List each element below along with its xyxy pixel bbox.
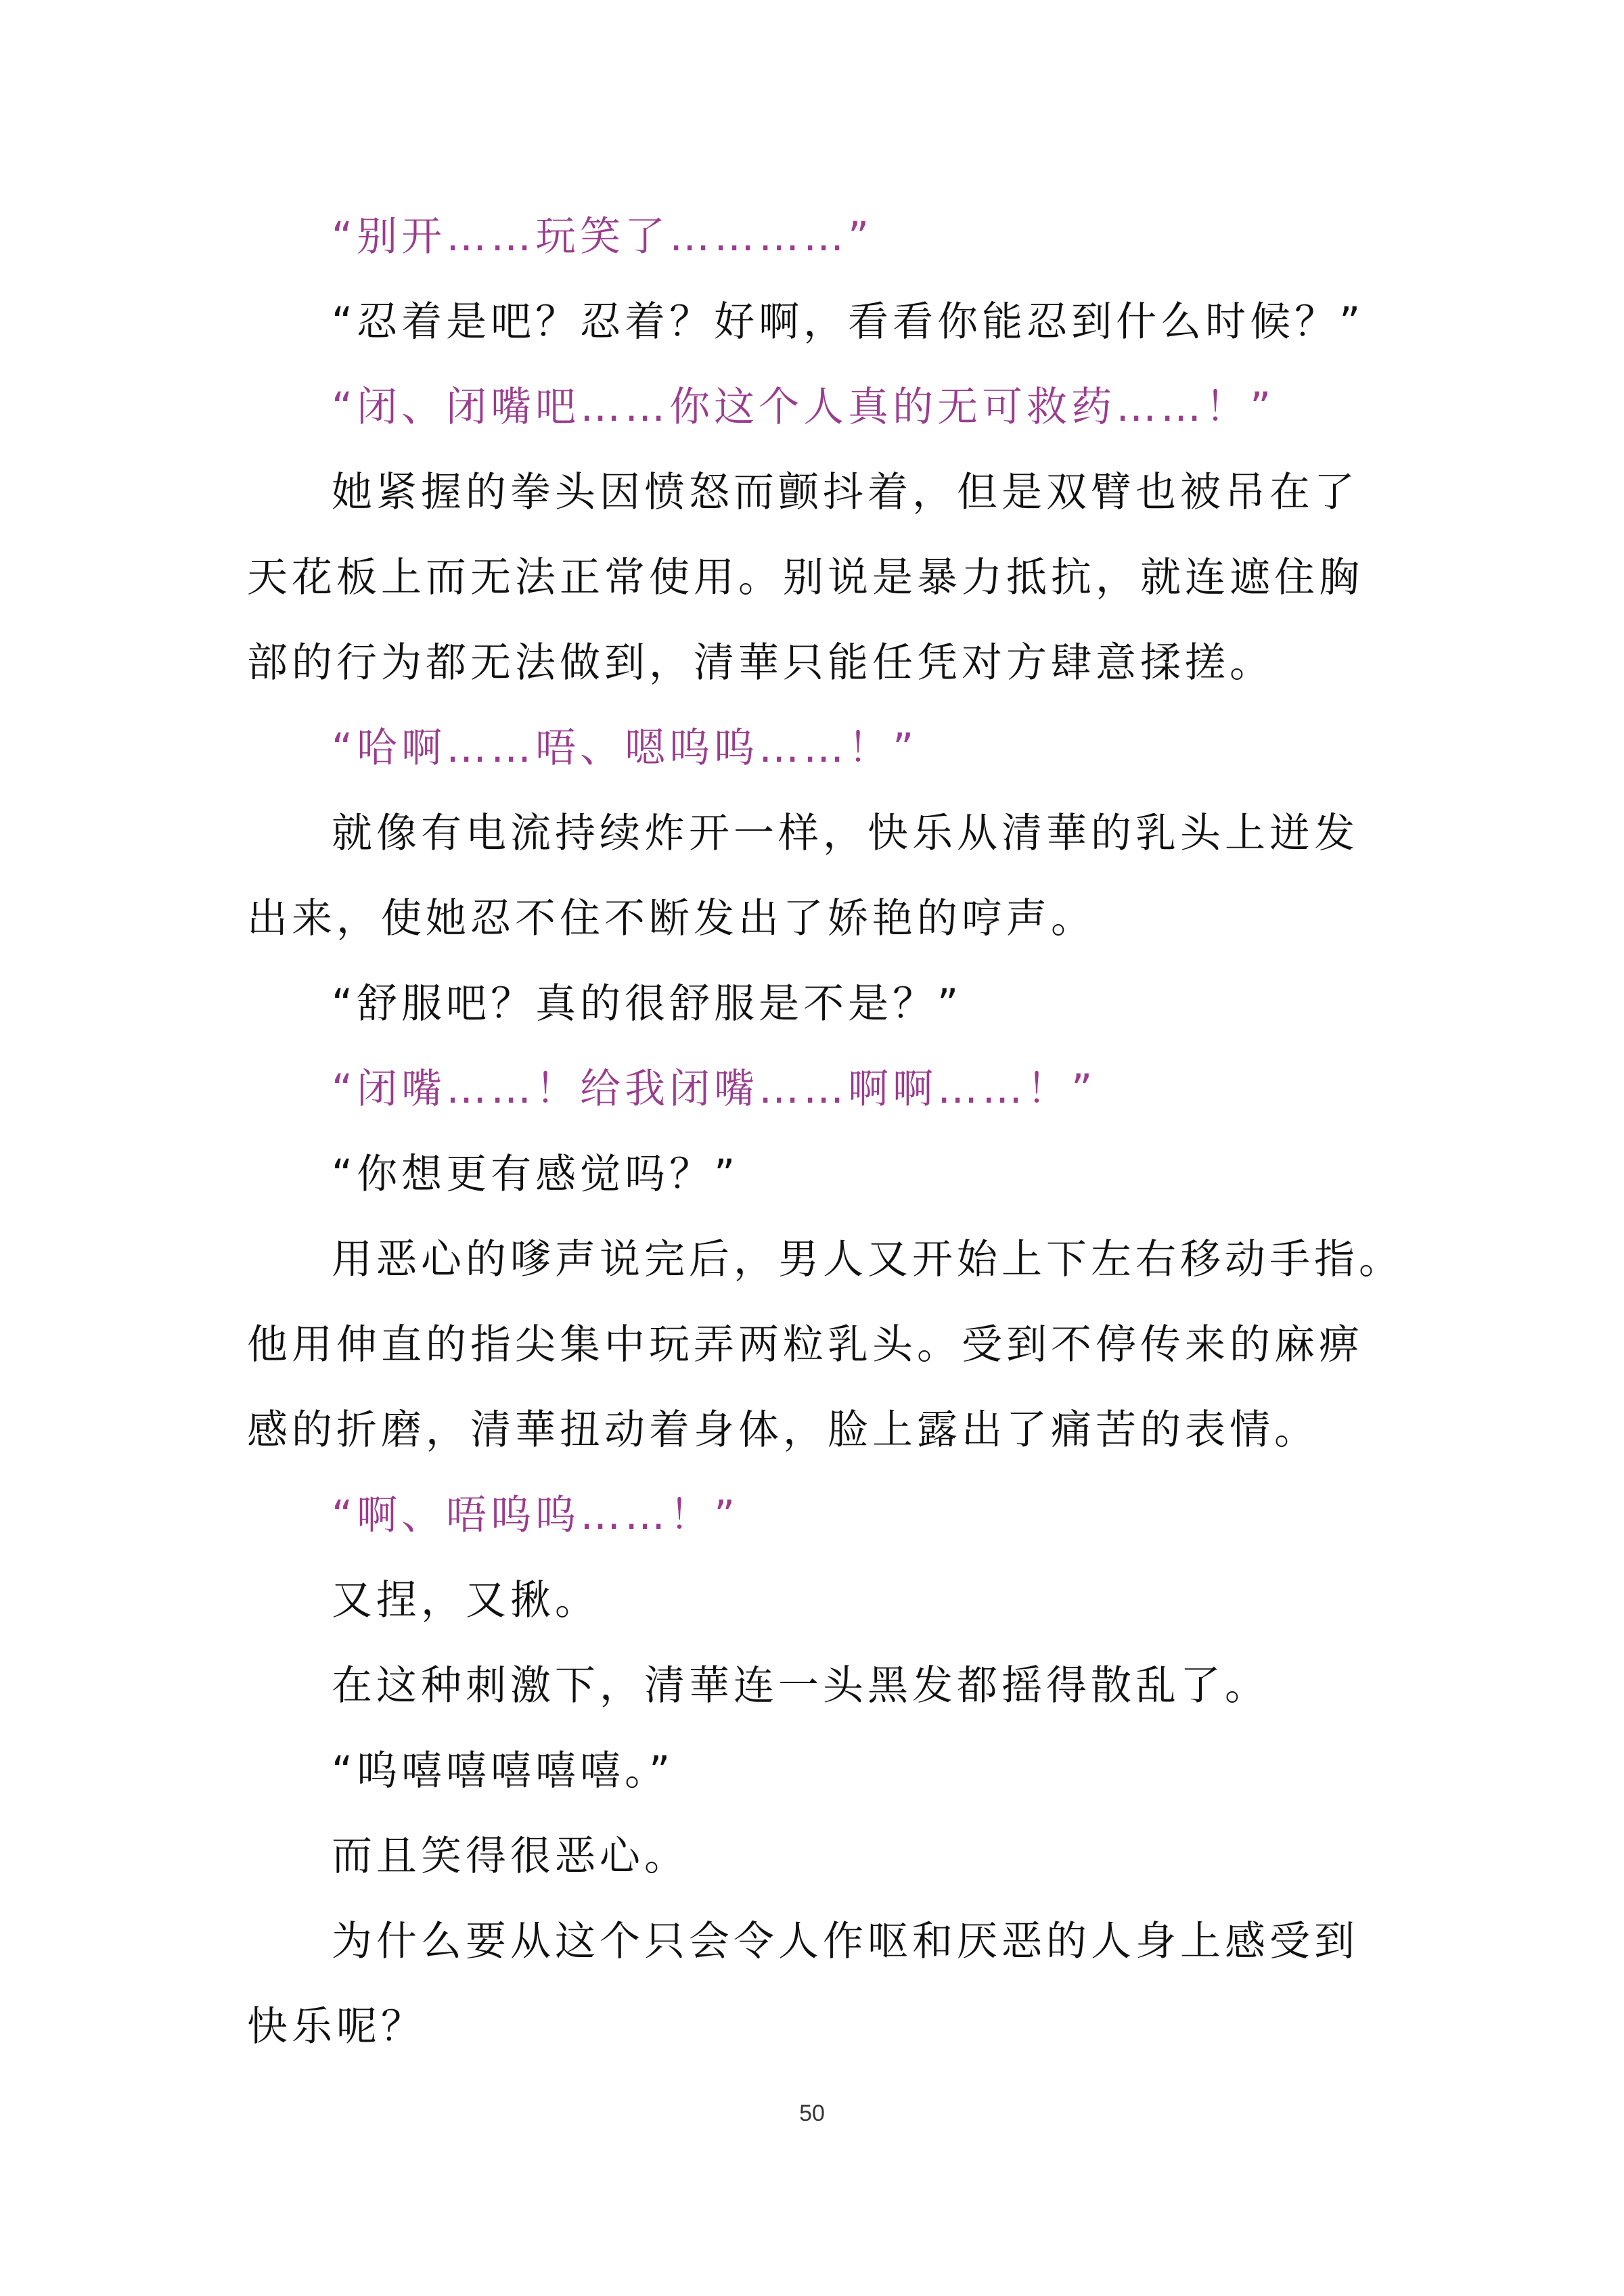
paragraph-line: 他用伸直的指尖集中玩弄两粒乳头。受到不停传来的麻痹 [247, 1321, 1363, 1369]
dialog-line: “闭嘴……！给我闭嘴……啊啊……！” [332, 1065, 1097, 1113]
paragraph-line: 感的折磨，清華扭动着身体，脸上露出了痛苦的表情。 [247, 1406, 1319, 1454]
dialog-line: “哈啊……唔、嗯呜呜……！” [332, 725, 918, 772]
dialog-line: “你想更有感觉吗？” [332, 1151, 740, 1198]
paragraph-line: 在这种刺激下，清華连一头黑发都摇得散乱了。 [332, 1662, 1269, 1709]
paragraph-line: 出来，使她忍不住不断发出了娇艳的哼声。 [247, 895, 1096, 942]
page-number: 50 [799, 2100, 825, 2126]
paragraph-line: 她紧握的拳头因愤怒而颤抖着，但是双臂也被吊在了 [332, 469, 1359, 516]
paragraph-line: 就像有电流持续炸开一样，快乐从清華的乳头上迸发 [332, 810, 1359, 857]
paragraph-line: 而且笑得很恶心。 [332, 1833, 689, 1880]
paragraph-line: 又捏，又揪。 [332, 1577, 600, 1624]
paragraph-line: 快乐呢？ [247, 2003, 426, 2050]
dialog-line: “闭、闭嘴吧……你这个人真的无可救药……！” [332, 384, 1276, 431]
dialog-line: “忍着是吧？忍着？好啊，看看你能忍到什么时候？” [332, 298, 1365, 346]
paragraph-line: 用恶心的嗲声说完后，男人又开始上下左右移动手指。 [332, 1236, 1403, 1283]
dialog-line: “呜嘻嘻嘻嘻嘻。” [332, 1747, 675, 1795]
paragraph-line: 部的行为都无法做到，清華只能任凭对方肆意揉搓。 [247, 639, 1274, 687]
dialog-line: “啊、唔呜呜……！” [332, 1492, 740, 1539]
dialog-line: “舒服吧？真的很舒服是不是？” [332, 980, 963, 1028]
paragraph-line: 天花板上而无法正常使用。别说是暴力抵抗，就连遮住胸 [247, 554, 1363, 601]
dialog-line: “别开……玩笑了…………” [332, 213, 874, 260]
paragraph-line: 为什么要从这个只会令人作呕和厌恶的人身上感受到 [332, 1918, 1359, 1965]
